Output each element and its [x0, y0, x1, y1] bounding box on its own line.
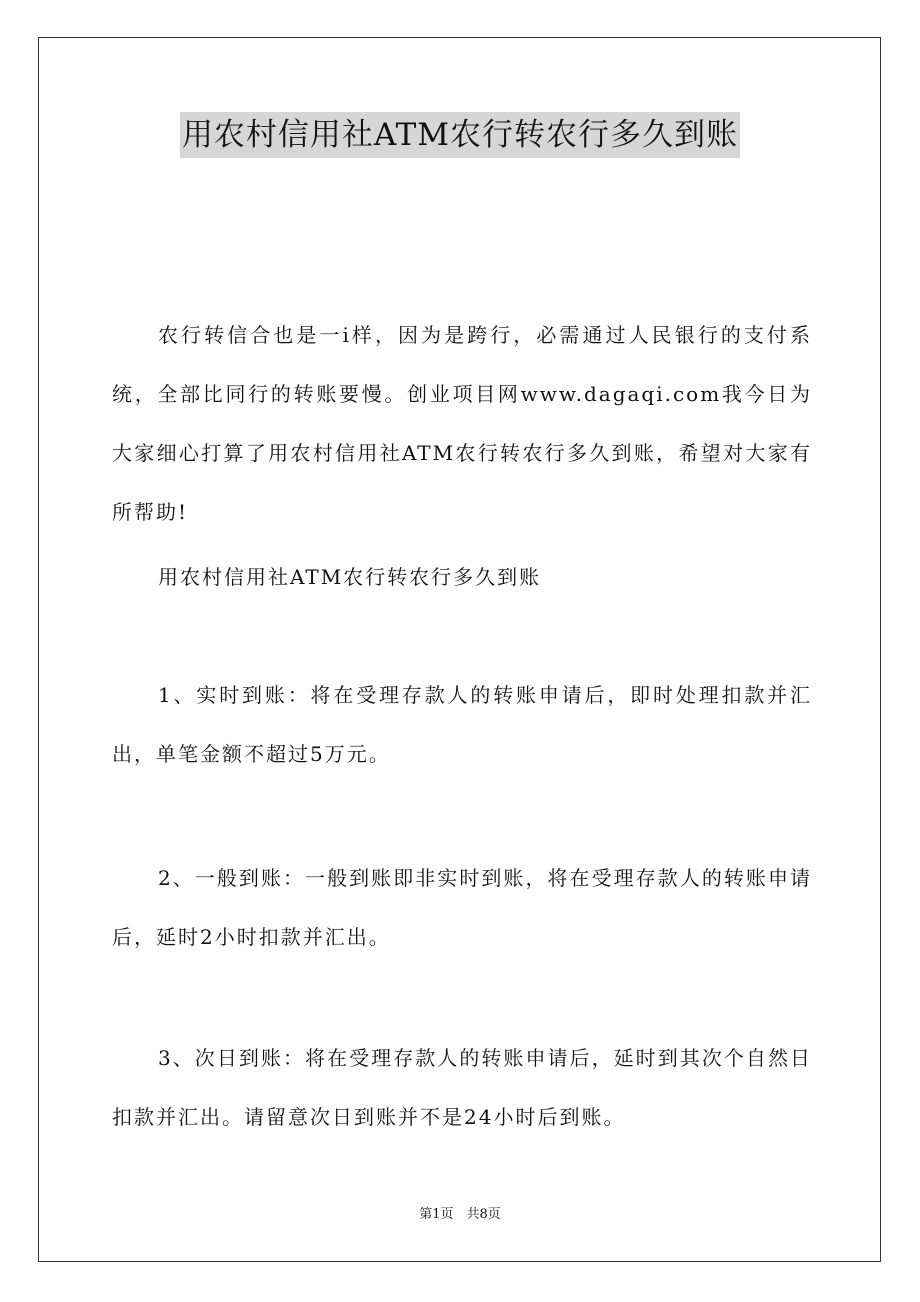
subheading-paragraph: 用农村信用社ATM农行转农行多久到账 [158, 565, 542, 589]
title-container [0, 112, 920, 158]
item-3-paragraph: 3、次日到账：将在受理存款人的转账申请后，延时到其次个自然日扣款并汇出。请留意次日到账并不是24小时后到账。 [112, 1046, 812, 1129]
item-1-paragraph: 1、实时到账：将在受理存款人的转账申请后，即时处理扣款并汇出，单笔金额不超过5万元。 [112, 683, 812, 766]
item-2-paragraph: 2、一般到账：一般到账即非实时到账，将在受理存款人的转账申请后，延时2小时扣款并汇出。 [112, 866, 812, 949]
intro-paragraph: 农行转信合也是一i样，因为是跨行，必需通过人民银行的支付系统，全部比同行的转账要慢。创业项目网www.dagaqi.com我今日为大家细心打算了用农村信用社ATM农行转农行多久到账，希望对大家有所帮助! [112, 323, 812, 524]
page-footer: 第1页 共8页 [419, 1207, 501, 1222]
document-title: 用农村信用社ATM农行转农行多久到账 [180, 112, 740, 158]
